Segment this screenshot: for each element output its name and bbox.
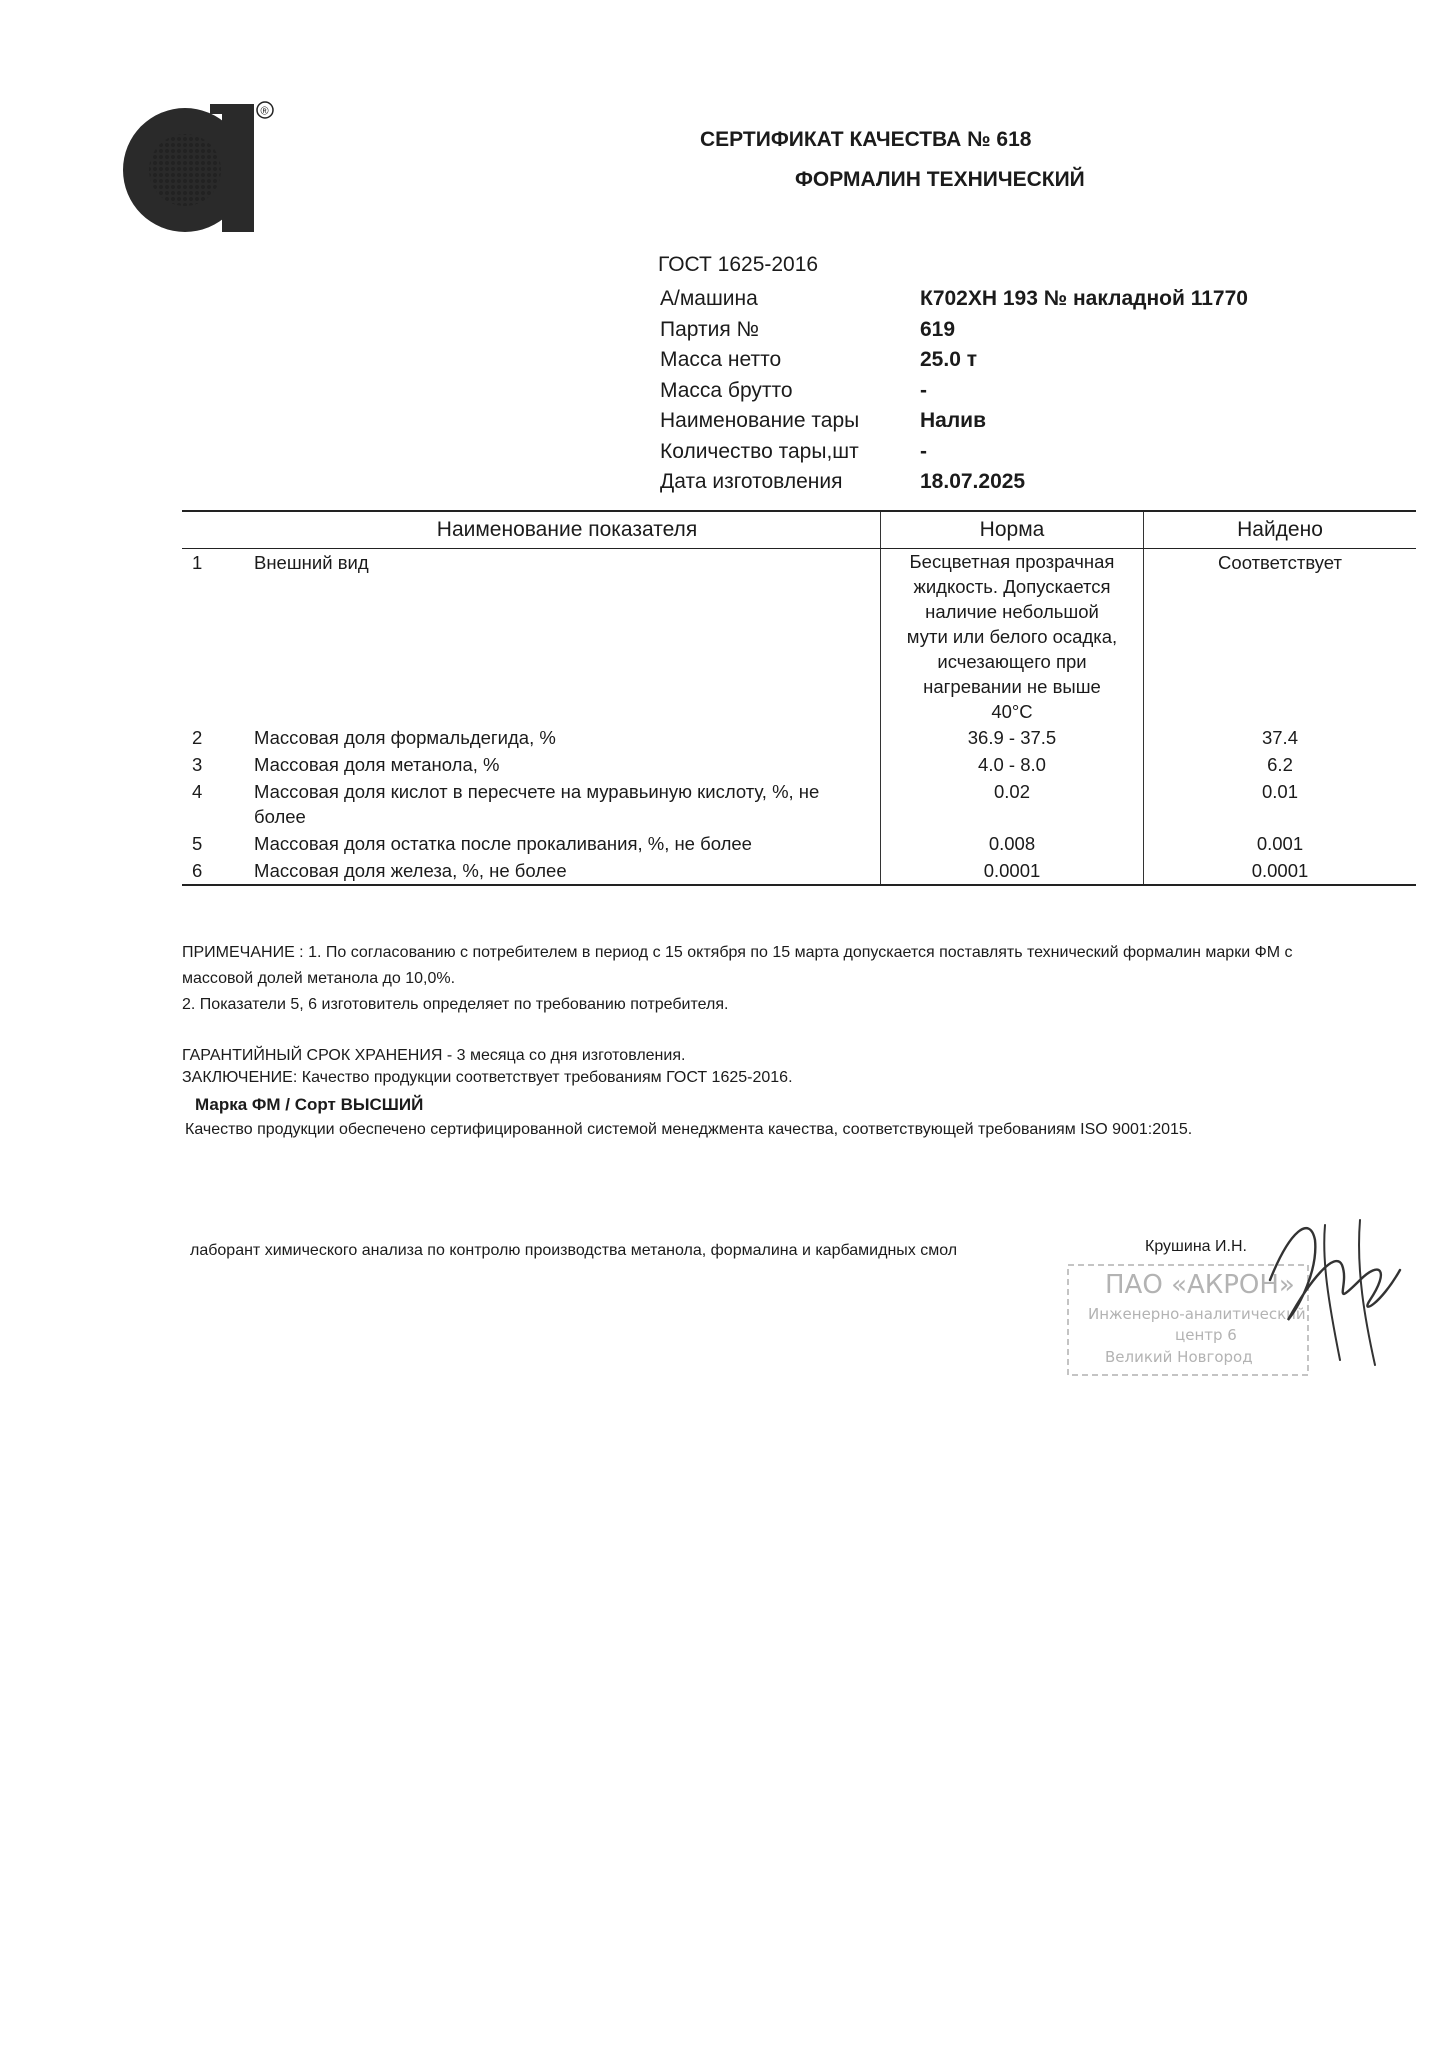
meta-row — [660, 315, 1340, 346]
table-row — [182, 830, 1416, 857]
gost-standard: ГОСТ 1625-2016 — [658, 253, 819, 276]
quality-system-statement: Качество продукции обеспечено сертифицированной системой менеджмента качества, соответствующей требованиям ISO 9001:2015. — [185, 1121, 1193, 1138]
header-number — [182, 511, 248, 549]
stamp-line-2: Инженерно-аналитический — [1088, 1305, 1306, 1323]
meta-label: Партия № — [660, 317, 760, 341]
stamp-line-4: Великий Новгород — [1105, 1348, 1253, 1366]
parameter-name: Массовая доля кислот в пересчете на муравьиную кислоту, %, не более — [254, 781, 820, 827]
found-value: 0.01 — [1144, 778, 1417, 830]
found-value: 0.0001 — [1144, 857, 1417, 885]
svg-text:®: ® — [260, 105, 269, 118]
row-number: 5 — [192, 833, 203, 854]
meta-row — [660, 345, 1340, 376]
note-1: ПРИМЕЧАНИЕ : 1. По согласованию с потребителем в период с 15 октября по 15 марта допускается поставлять технический формалин марки ФМ с массовой долей метанола до 10,0%. — [182, 944, 1293, 987]
meta-value: К702ХН 193 № накладной 11770 — [920, 287, 1248, 311]
parameter-name: Массовая доля формальдегида, % — [254, 727, 556, 748]
meta-label: Масса нетто — [660, 348, 782, 372]
signer-position: лаборант химического анализа по контролю производства метанола, формалина и карбамидных смол — [190, 1242, 958, 1259]
meta-row — [660, 406, 1340, 437]
shipment-details — [660, 284, 1340, 498]
conclusion: ЗАКЛЮЧЕНИЕ: Качество продукции соответствует требованиям ГОСТ 1625-2016. — [182, 1069, 793, 1086]
row-number: 6 — [182, 857, 248, 885]
norm-value: 0.008 — [881, 830, 1144, 857]
logo-a-icon — [110, 100, 280, 235]
product-name: ФОРМАЛИН ТЕХНИЧЕСКИЙ — [795, 168, 1085, 191]
meta-label: Наименование тары — [660, 409, 860, 433]
meta-value: 619 — [920, 317, 956, 341]
table-row — [182, 857, 1416, 885]
stamp — [1060, 1210, 1420, 1390]
norm-value: 0.02 — [881, 778, 1144, 830]
meta-value: - — [920, 439, 927, 463]
row-number: 2 — [192, 727, 203, 748]
norm-value: 0.0001 — [881, 857, 1144, 885]
notes-block — [182, 940, 1312, 1018]
note-2: 2. Показатели 5, 6 изготовитель определяет по требованию потребителя. — [182, 996, 729, 1013]
meta-label: Масса брутто — [660, 378, 793, 402]
header-found: Найдено — [1144, 511, 1417, 549]
found-value: Соответствует — [1144, 549, 1417, 725]
row-number: 4 — [192, 781, 203, 802]
meta-value: 25.0 т — [920, 348, 977, 372]
handwritten-signature-icon — [1060, 1210, 1420, 1390]
table-row — [182, 724, 1416, 751]
parameter-name: Массовая доля железа, %, не более — [248, 857, 881, 885]
stamp-line-3: центр 6 — [1175, 1326, 1237, 1344]
norm-value: 4.0 - 8.0 — [881, 751, 1144, 778]
meta-value: 18.07.2025 — [920, 470, 1026, 494]
meta-row — [660, 437, 1340, 468]
table-row — [182, 751, 1416, 778]
header-norm: Норма — [881, 511, 1144, 549]
row-number: 3 — [192, 754, 203, 775]
meta-row — [660, 376, 1340, 407]
meta-row — [660, 284, 1340, 315]
found-value: 0.001 — [1144, 830, 1417, 857]
meta-row — [660, 467, 1340, 498]
meta-label: Количество тары,шт — [660, 439, 859, 463]
norm-value: Бесцветная прозрачная жидкость. Допускается наличие небольшой мути или белого осадка, исчезающего при нагревании не выше 40°С — [881, 549, 1144, 725]
meta-value: Налив — [920, 409, 987, 433]
found-value: 6.2 — [1144, 751, 1417, 778]
row-number: 1 — [192, 552, 203, 573]
found-value: 37.4 — [1144, 724, 1417, 751]
meta-label: А/машина — [660, 287, 758, 311]
table-row — [182, 549, 1416, 725]
parameter-name: Массовая доля остатка после прокаливания, %, не более — [254, 833, 752, 854]
company-logo — [110, 100, 280, 235]
certificate-title: СЕРТИФИКАТ КАЧЕСТВА № 618 — [700, 128, 1032, 151]
signer-name: Крушина И.Н. — [1145, 1238, 1247, 1255]
table-header-row — [182, 511, 1416, 549]
warranty-block — [182, 1045, 793, 1089]
warranty-period: ГАРАНТИЙНЫЙ СРОК ХРАНЕНИЯ - 3 месяца со дня изготовления. — [182, 1047, 686, 1064]
table-row — [182, 778, 1416, 830]
parameter-name: Массовая доля метанола, % — [254, 754, 500, 775]
norm-value: 36.9 - 37.5 — [881, 724, 1144, 751]
meta-label: Дата изготовления — [660, 470, 843, 494]
header-parameter: Наименование показателя — [248, 511, 881, 549]
product-grade: Марка ФМ / Сорт ВЫСШИЙ — [195, 1095, 424, 1114]
stamp-line-1: ПАО «АКРОН» — [1105, 1270, 1295, 1300]
results-table — [182, 510, 1416, 886]
meta-value: - — [920, 378, 927, 402]
parameter-name: Внешний вид — [254, 552, 369, 573]
